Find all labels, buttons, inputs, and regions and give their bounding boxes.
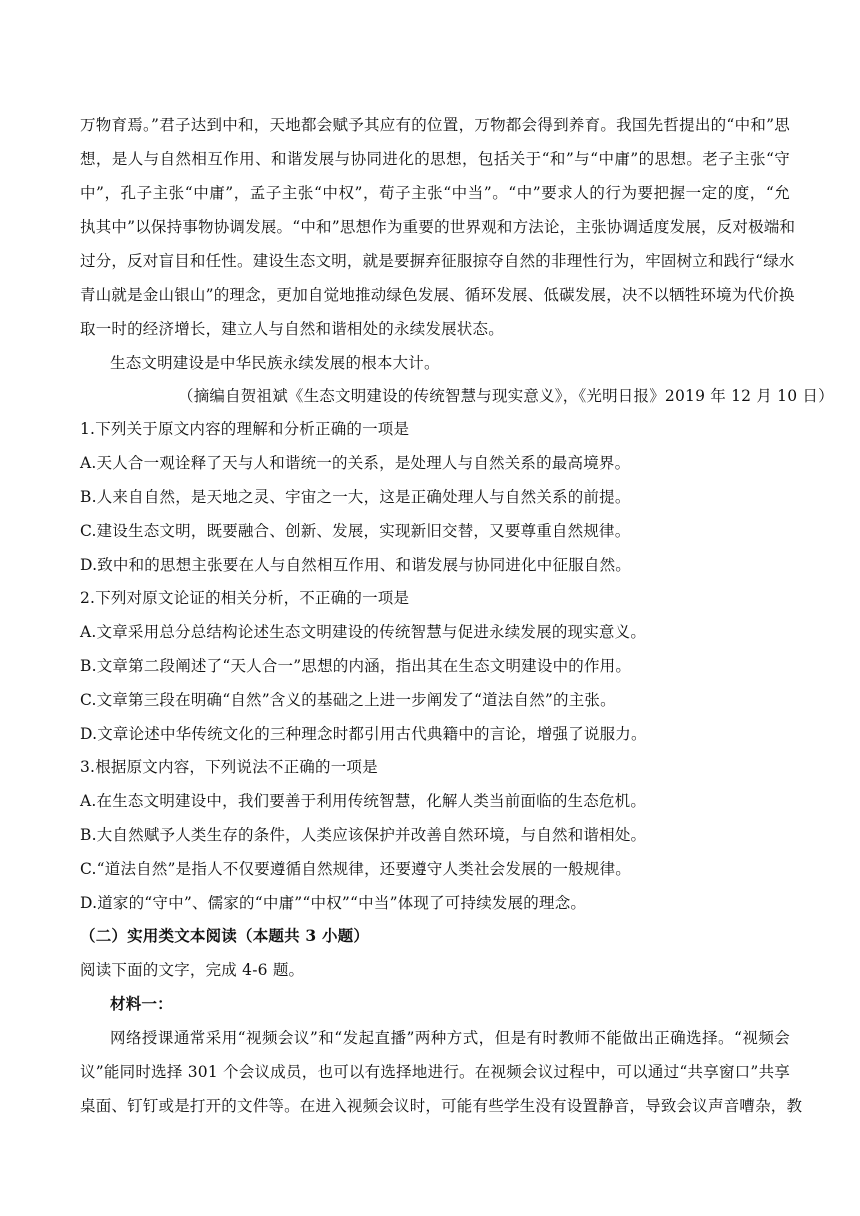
question-stem-3: 3.根据原文内容，下列说法不正确的一项是 <box>80 758 378 776</box>
option-3d: D.道家的“守中”、儒家的“中庸”“中权”“中当”体现了可持续发展的理念。 <box>80 894 587 912</box>
option-3b: B.大自然赋予人类生存的条件，人类应该保护并改善自然环境，与自然和谐相处。 <box>80 826 647 844</box>
option-2b: B.文章第二段阐述了“天人合一”思想的内涵，指出其在生态文明建设中的作用。 <box>80 657 632 675</box>
material-line: 桌面、钉钉或是打开的文件等。在进入视频会议时，可能有些学生没有设置静音，导致会议声音嘈杂，教 <box>80 1097 803 1115</box>
source-citation: （摘编自贺祖斌《生态文明建设的传统智慧与现实意义》，《光明日报》2019 年 12 月 10 日） <box>178 387 834 405</box>
material-label: 材料一： <box>110 994 173 1013</box>
option-1b: B.人来自自然，是天地之灵、宇宙之一大，这是正确处理人与自然关系的前提。 <box>80 488 631 506</box>
question-stem-2: 2.下列对原文论证的相关分析，不正确的一项是 <box>80 589 410 607</box>
option-2c: C.文章第三段在明确“自然”含义的基础之上进一步阐发了“道法自然”的主张。 <box>80 691 616 709</box>
question-stem-1: 1.下列关于原文内容的理解和分析正确的一项是 <box>80 420 410 438</box>
option-2a: A.文章采用总分总结构论述生态文明建设的传统智慧与促进永续发展的现实意义。 <box>80 623 647 641</box>
option-1d: D.致中和的思想主张要在人与自然相互作用、和谐发展与协同进化中征服自然。 <box>80 556 632 574</box>
passage-line: 过分，反对盲目和任性。建设生态文明，就是要摒弃征服掠夺自然的非理性行为，牢固树立和践行“绿水 <box>80 252 795 270</box>
passage-line: 青山就是金山银山”的理念，更加自觉地推动绿色发展、循环发展、低碳发展，决不以牺牲环境为代价换 <box>80 286 795 304</box>
passage-line: 万物育焉。”君子达到中和，天地都会赋予其应有的位置，万物都会得到养育。我国先哲提出的“中和”思 <box>80 116 790 134</box>
passage-line: 想，是人与自然相互作用、和谐发展与协同进化的思想，包括关于“和”与“中庸”的思想。老子主张“守 <box>80 150 790 168</box>
material-line: 议”能同时选择 301 个会议成员，也可以有选择地进行。在视频会议过程中，可以通过“共享窗口”共享 <box>80 1063 790 1081</box>
passage-line: 取一时的经济增长，建立人与自然和谐相处的永续发展状态。 <box>80 320 504 338</box>
option-1c: C.建设生态文明，既要融合、创新、发展，实现新旧交替，又要尊重自然规律。 <box>80 522 631 540</box>
section-instruction: 阅读下面的文字，完成 4-6 题。 <box>80 961 305 979</box>
option-1a: A.天人合一观诠释了天与人和谐统一的关系，是处理人与自然关系的最高境界。 <box>80 454 631 472</box>
passage-line: 中”，孔子主张“中庸”，孟子主张“中权”，荀子主张“中当”。“中”要求人的行为要把握一定的度，“允 <box>80 184 790 202</box>
material-line: 网络授课通常采用“视频会议”和“发起直播”两种方式，但是有时教师不能做出正确选择。“视频会 <box>110 1029 790 1047</box>
option-3a: A.在生态文明建设中，我们要善于利用传统智慧，化解人类当前面临的生态危机。 <box>80 792 647 810</box>
passage-closing: 生态文明建设是中华民族永续发展的根本大计。 <box>110 354 440 372</box>
section-heading: （二）实用类文本阅读（本题共 3 小题） <box>80 926 370 945</box>
option-2d: D.文章论述中华传统文化的三种理念时都引用古代典籍中的言论，增强了说服力。 <box>80 725 647 743</box>
option-3c: C.“道法自然”是指人不仅要遵循自然规律，还要遵守人类社会发展的一般规律。 <box>80 860 631 878</box>
passage-line: 执其中”以保持事物协调发展。“中和”思想作为重要的世界观和方法论，主张协调适度发展，反对极端和 <box>80 218 796 236</box>
